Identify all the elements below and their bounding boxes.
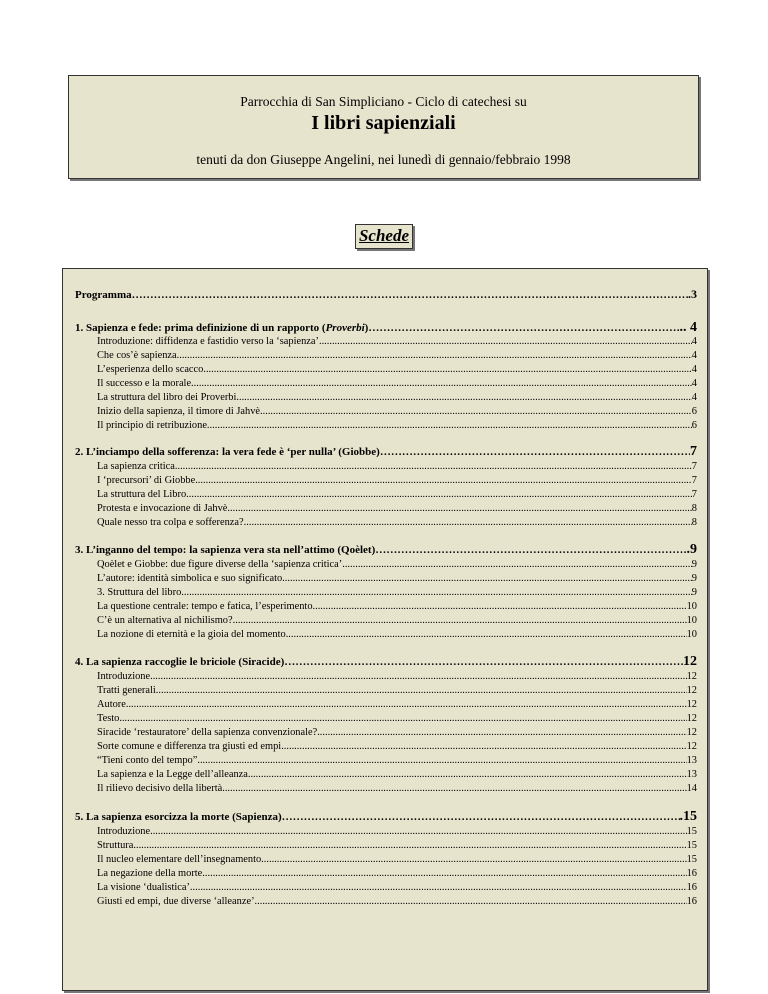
toc-item[interactable]: L’esperienza dello scacco. ..... 4 — [97, 364, 697, 375]
toc-item[interactable]: Il rilievo decisivo della libertà ..... 14 — [97, 783, 697, 794]
toc-item[interactable]: Struttura ..... 15 — [97, 840, 697, 851]
toc-entry-page: .3 — [688, 287, 697, 301]
toc-item[interactable]: 3. Struttura del libro ..... 9 — [97, 587, 697, 598]
dot-leader — [282, 811, 680, 823]
toc-section-title: 1. Sapienza e fede: prima definizione di un rapporto (Proverbi) — [75, 322, 369, 334]
toc-section-page: 12 — [683, 654, 697, 669]
toc-item[interactable]: Autore ..... 12 — [97, 699, 697, 710]
parish-line: Parrocchia di San Simpliciano - Ciclo di catechesi su — [240, 94, 527, 109]
toc-item[interactable]: Testo ..... 12 — [97, 713, 697, 724]
toc-item[interactable]: Qoèlet e Giobbe: due figure diverse della ‘sapienza critica’ ..... 9 — [97, 559, 697, 570]
toc-item[interactable]: La questione centrale: tempo e fatica, l’esperimento ..... 10 — [97, 601, 697, 612]
toc-item[interactable]: C’è un alternativa al nichilismo? ..... 10 — [97, 615, 697, 626]
toc-item[interactable]: “Tieni conto del tempo” ..... 13 — [97, 755, 697, 766]
toc-item[interactable]: La visione ‘dualistica’ ..... 16 — [97, 882, 697, 893]
toc-entry-programma[interactable] — [75, 287, 697, 302]
toc-section-title: 4. La sapienza raccoglie le briciole (Siracide) — [75, 656, 285, 668]
dot-leader — [284, 656, 683, 668]
toc-item[interactable]: Siracide ‘restauratore’ della sapienza convenzionale? ..... 12 — [97, 727, 697, 738]
toc-item[interactable]: Introduzione: diffidenza e fastidio verso la ‘sapienza’. ..... 4 — [97, 336, 697, 347]
toc-item[interactable]: Introduzione ..... 15 — [97, 826, 697, 837]
toc-section-title: 2. L’inciampo della sofferenza: la vera fede è ‘per nulla’ (Giobbe) — [75, 446, 380, 458]
toc-section-5[interactable] — [75, 809, 697, 825]
toc-section-title: 5. La sapienza esorcizza la morte (Sapienza) — [75, 811, 282, 823]
toc-item[interactable]: Il successo e la morale. ..... 4 — [97, 378, 697, 389]
dot-leader — [132, 289, 688, 301]
toc-item[interactable]: Sorte comune e differenza tra giusti ed empi ..... 12 — [97, 741, 697, 752]
toc-section-title: 3. L’inganno del tempo: la sapienza vera sta nell’attimo (Qoèlet) — [75, 544, 376, 556]
toc-section-1[interactable] — [75, 320, 697, 336]
dot-leader — [375, 544, 686, 556]
toc-section-page: 7 — [690, 444, 697, 459]
document-title: I libri sapienziali — [311, 112, 456, 134]
toc-item[interactable]: Introduzione ..... 12 — [97, 671, 697, 682]
toc-item[interactable]: L’autore: identità simbolica e suo significato ..... 9 — [97, 573, 697, 584]
toc-item[interactable]: Protesta e invocazione di Jahvè ..... 8 — [97, 503, 697, 514]
toc-item[interactable]: La negazione della morte ..... 16 — [97, 868, 697, 879]
toc-item[interactable]: Inizio della sapienza, il timore di Jahvè. ..... 6 — [97, 406, 697, 417]
toc-item[interactable]: Quale nesso tra colpa e sofferenza? ..... 8 — [97, 517, 697, 528]
toc-item[interactable]: La sapienza critica ..... 7 — [97, 461, 697, 472]
toc-entry-title: Programma — [75, 289, 132, 301]
toc-item[interactable]: Tratti generali ..... 12 — [97, 685, 697, 696]
table-of-contents — [62, 268, 708, 991]
toc-item[interactable]: La struttura del libro dei Proverbi. ..... 4 — [97, 392, 697, 403]
toc-item[interactable]: Il nucleo elementare dell’insegnamento ..... 15 — [97, 854, 697, 865]
dot-leader — [380, 446, 690, 458]
toc-item[interactable]: Che cos’è sapienza. ..... 4 — [97, 350, 697, 361]
toc-section-4[interactable] — [75, 654, 697, 670]
toc-item[interactable]: I ‘precursori’ di Giobbe ..... 7 — [97, 475, 697, 486]
toc-item[interactable]: Il principio di retribuzione. ..... 6 — [97, 420, 697, 431]
schede-heading — [0, 224, 768, 249]
toc-section-page: .. 4 — [679, 320, 697, 335]
toc-section-page: .9 — [686, 542, 697, 557]
toc-item[interactable]: Giusti ed empi, due diverse ‘alleanze’ ..... 16 — [97, 896, 697, 907]
toc-item[interactable]: La sapienza e la Legge dell’alleanza ..... 13 — [97, 769, 697, 780]
toc-item[interactable]: La nozione di eternità e la gioia del momento ..... 10 — [97, 629, 697, 640]
toc-section-2[interactable] — [75, 444, 697, 460]
toc-section-3[interactable] — [75, 542, 697, 558]
toc-item[interactable]: La struttura del Libro ..... 7 — [97, 489, 697, 500]
toc-section-page: .15 — [679, 809, 697, 824]
speaker-line: tenuti da don Giuseppe Angelini, nei lunedì di gennaio/febbraio 1998 — [196, 152, 571, 167]
header-box — [68, 75, 699, 179]
dot-leader — [368, 322, 679, 334]
schede-label: Schede — [355, 224, 413, 249]
